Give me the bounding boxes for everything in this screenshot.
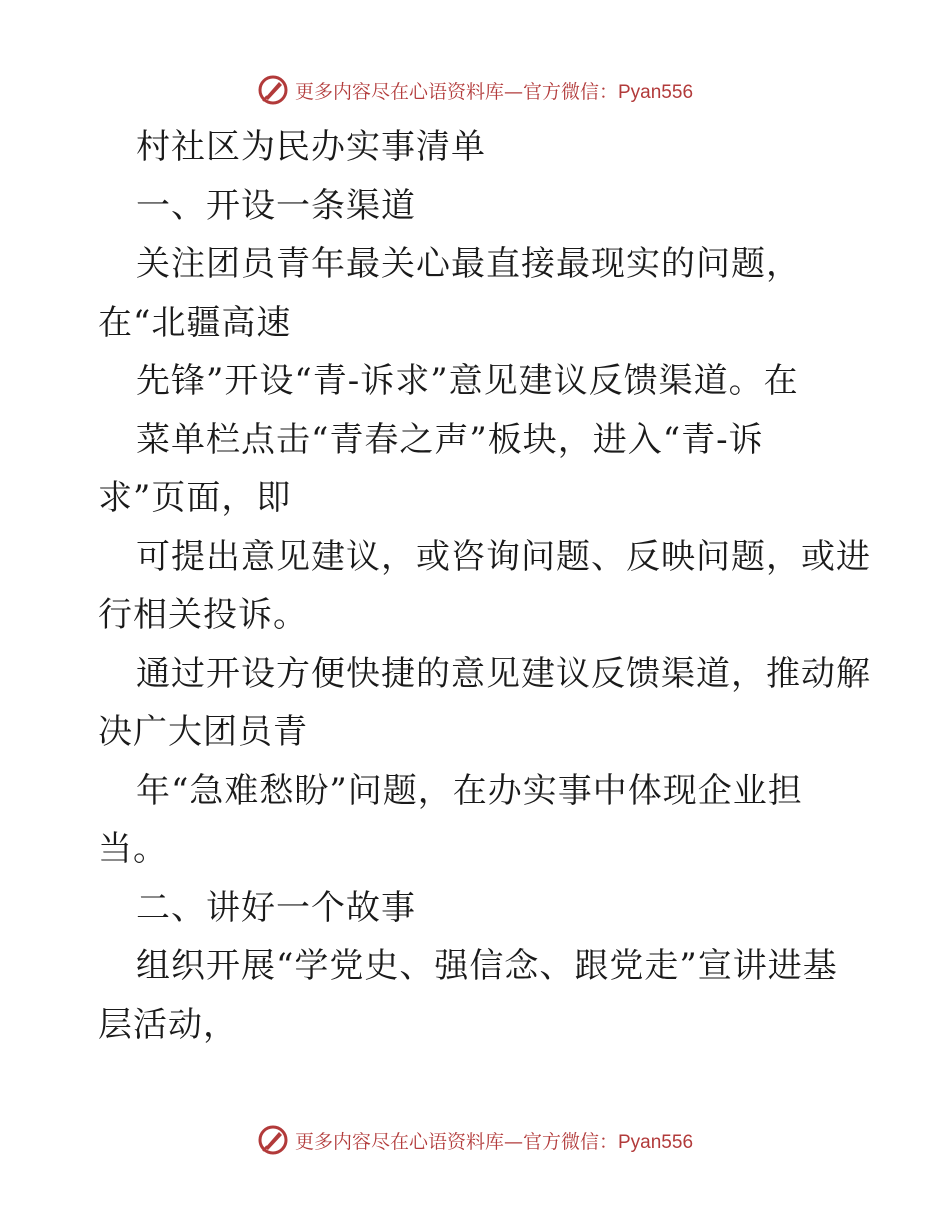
document-body	[98, 118, 871, 1054]
document-line: 关注团员青年最关心最直接最现实的问题，	[136, 244, 801, 284]
feather-logo-icon	[257, 1124, 289, 1156]
document-line: 通过开设方便快捷的意见建议反馈渠道，推动解	[136, 653, 871, 694]
document-line: 层活动，	[98, 1004, 238, 1045]
document-line: 组织开展“学党史、强信念、跟党走”宣讲进基	[136, 946, 838, 986]
document-line: 当。	[98, 829, 168, 869]
watermark-label: 更多内容尽在心语资料库—官方微信：	[294, 1130, 618, 1153]
watermark-text	[295, 1127, 693, 1154]
document-line: 求”页面，即	[98, 478, 292, 518]
document-line: 二、讲好一个故事	[136, 887, 416, 928]
document-line: 先锋”开设“青-诉求”意见建议反馈渠道。在	[136, 361, 799, 401]
header-watermark	[0, 70, 950, 110]
document-line: 可提出意见建议，或咨询问题、反映问题，或进	[136, 536, 871, 577]
feather-logo-icon	[257, 74, 289, 106]
watermark-wechat-id: Pyan556	[618, 1131, 694, 1153]
document-line: 年“急难愁盼”问题，在办实事中体现企业担	[136, 770, 803, 811]
watermark-text	[295, 77, 693, 104]
document-line: 在“北疆高速	[98, 302, 292, 343]
document-line: 菜单栏点击“青春之声”板块，进入“青-诉	[136, 419, 764, 460]
watermark-wechat-id: Pyan556	[618, 81, 694, 103]
footer-watermark	[0, 1120, 950, 1160]
document-line: 一、开设一条渠道	[136, 185, 416, 226]
document-line: 村社区为民办实事清单	[136, 127, 486, 167]
document-line: 行相关投诉。	[98, 595, 308, 635]
watermark-label: 更多内容尽在心语资料库—官方微信：	[294, 80, 618, 103]
document-line: 决广大团员青	[98, 712, 308, 752]
